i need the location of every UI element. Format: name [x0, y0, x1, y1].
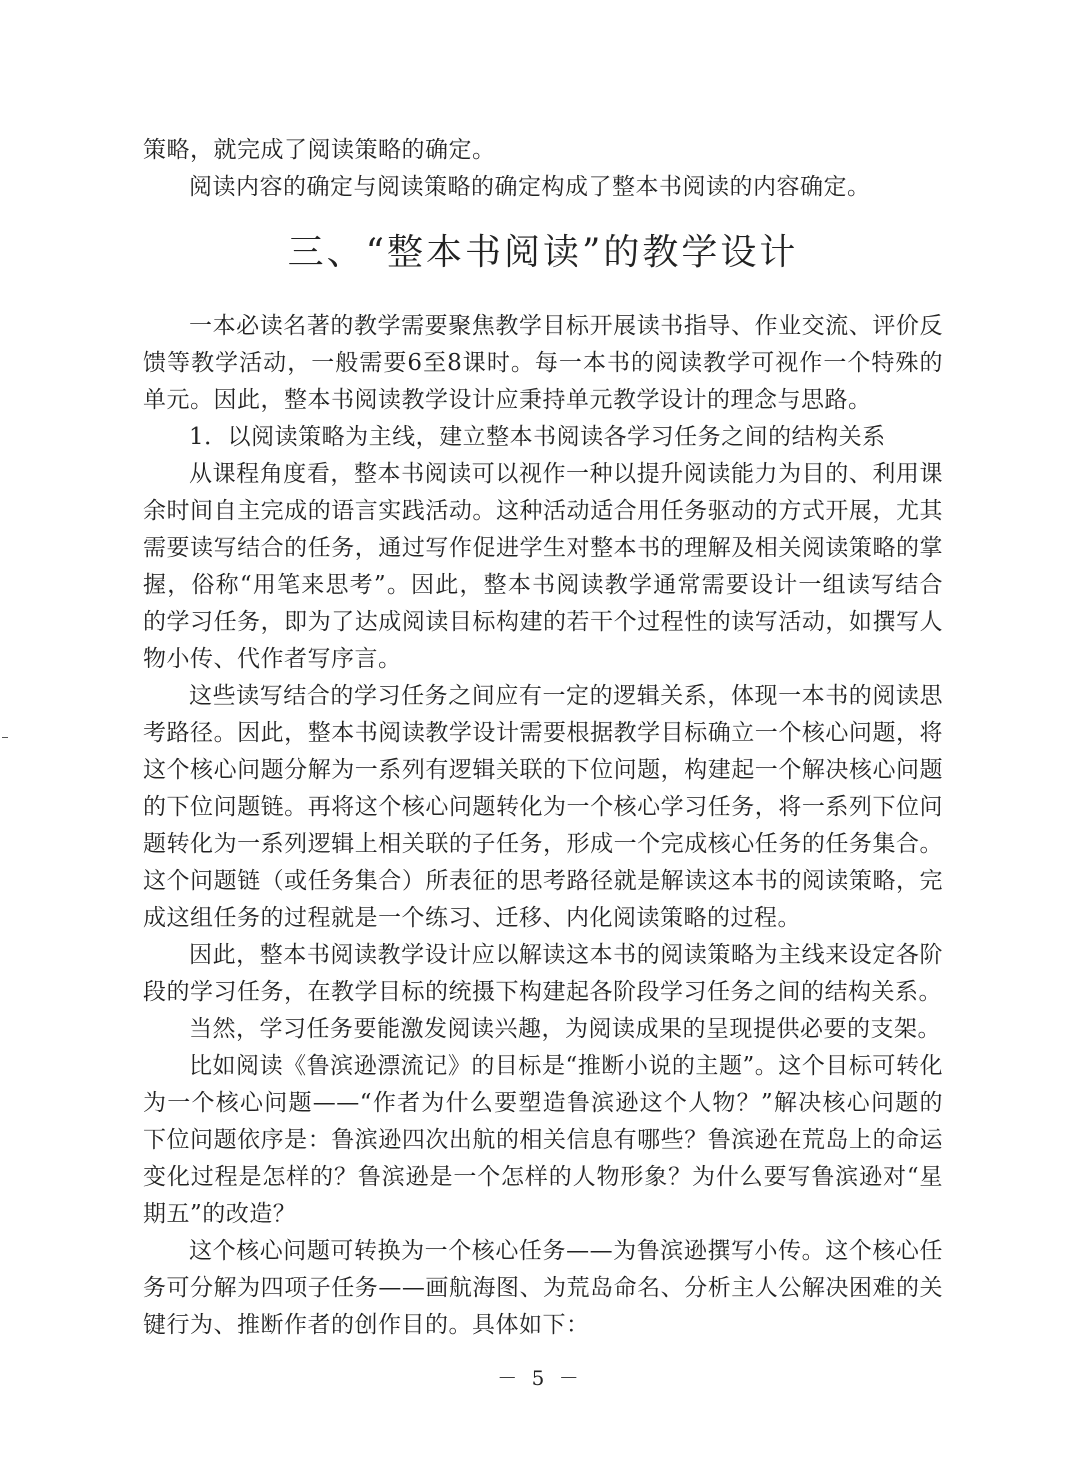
paragraph: 当然，学习任务要能激发阅读兴趣，为阅读成果的呈现提供必要的支架。	[189, 1016, 941, 1042]
paragraph-summary: 阅读内容的确定与阅读策略的确定构成了整本书阅读的内容确定。	[189, 174, 871, 200]
section-heading: 三、“整本书阅读”的教学设计	[287, 232, 799, 273]
page-content	[143, 132, 943, 1344]
paragraph: 这个核心问题可转换为一个核心任务——为鲁滨逊撰写小传。这个核心任务可分解为四项子任务——画航海图、为荒岛命名、分析主人公解决困难的关键行为、推断作者的创作目的。具体如下：	[143, 1238, 943, 1338]
paragraph: 比如阅读《鲁滨逊漂流记》的目标是“推断小说的主题”。这个目标可转化为一个核心问题——“作者为什么要塑造鲁滨逊这个人物？”解决核心问题的下位问题依序是：鲁滨逊四次出航的相关信息有哪些？鲁滨逊在荒岛上的命运变化过程是怎样的？鲁滨逊是一个怎样的人物形象？为什么要写鲁滨逊对“星期五”的改造？	[143, 1053, 943, 1227]
paragraph: 从课程角度看，整本书阅读可以视作一种以提升阅读能力为目的、利用课余时间自主完成的语言实践活动。这种活动适合用任务驱动的方式开展，尤其需要读写结合的任务，通过写作促进学生对整本书的理解及相关阅读策略的掌握，俗称“用笔来思考”。因此，整本书阅读教学通常需要设计一组读写结合的学习任务，即为了达成阅读目标构建的若干个过程性的读写活动，如撰写人物小传、代作者写序言。	[143, 461, 943, 672]
page-number: － 5 －	[497, 1366, 583, 1390]
paragraph: 这些读写结合的学习任务之间应有一定的逻辑关系，体现一本书的阅读思考路径。因此，整本书阅读教学设计需要根据教学目标确立一个核心问题，将这个核心问题分解为一系列有逻辑关联的下位问题，构建起一个解决核心问题的下位问题链。再将这个核心问题转化为一个核心学习任务，将一系列下位问题转化为一系列逻辑上相关联的子任务，形成一个完成核心任务的任务集合。这个问题链（或任务集合）所表征的思考路径就是解读这本书的阅读策略，完成这组任务的过程就是一个练习、迁移、内化阅读策略的过程。	[143, 683, 943, 931]
subsection-heading: 1．以阅读策略为主线，建立整本书阅读各学习任务之间的结构关系	[189, 424, 886, 450]
paragraph: 因此，整本书阅读教学设计应以解读这本书的阅读策略为主线来设定各阶段的学习任务，在教学目标的统摄下构建起各阶段学习任务之间的结构关系。	[143, 942, 943, 1005]
paragraph: 一本必读名著的教学需要聚焦教学目标开展读书指导、作业交流、评价反馈等教学活动，一般需要6至8课时。每一本书的阅读教学可视作一个特殊的单元。因此，整本书阅读教学设计应秉持单元教学设计的理念与思路。	[143, 313, 943, 413]
paragraph-continuation: 策略，就完成了阅读策略的确定。	[143, 137, 496, 163]
margin-mark	[2, 737, 8, 738]
